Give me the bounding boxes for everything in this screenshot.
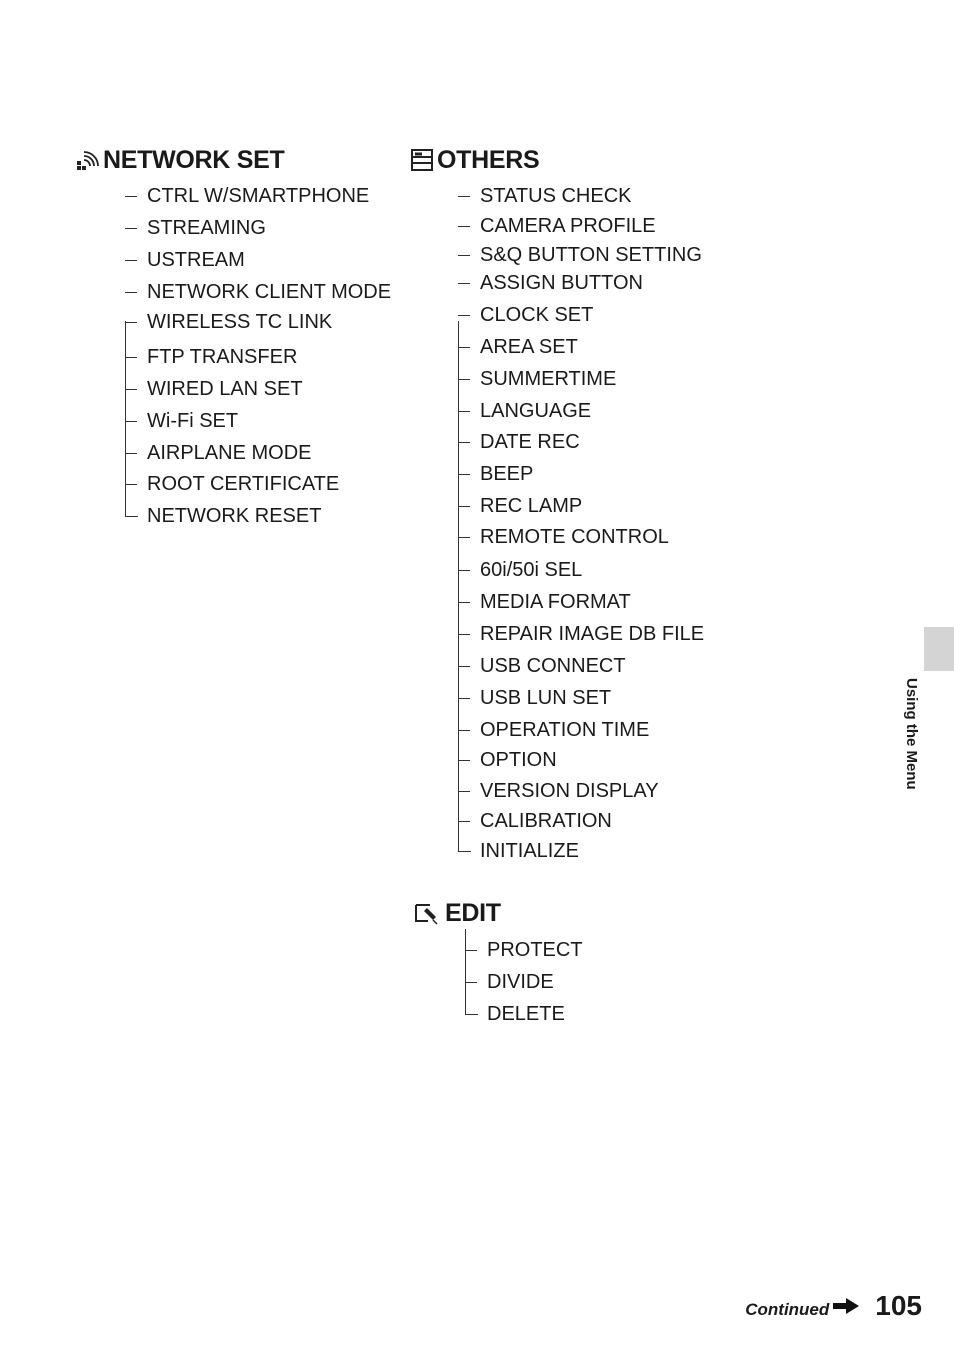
section-title: NETWORK SET bbox=[103, 145, 285, 174]
tree-branch-line bbox=[458, 837, 471, 852]
tree-branch-line bbox=[125, 502, 138, 517]
menu-item-label: VERSION DISPLAY bbox=[480, 780, 659, 802]
menu-item-label: REMOTE CONTROL bbox=[480, 526, 669, 548]
tree-branch-line bbox=[125, 375, 137, 390]
tree-branch-line bbox=[465, 968, 477, 983]
menu-item-label: USB LUN SET bbox=[480, 687, 612, 709]
menu-item-label: PROTECT bbox=[487, 939, 583, 961]
tree-branch-line bbox=[458, 397, 470, 412]
menu-item-label: WIRED LAN SET bbox=[147, 378, 303, 400]
tree-branch-line bbox=[458, 523, 470, 538]
tree-branch-line bbox=[458, 777, 470, 792]
menu-item-label: WIRELESS TC LINK bbox=[147, 311, 333, 333]
edit-icon bbox=[414, 901, 438, 925]
tree-branch-line bbox=[458, 269, 470, 284]
edit-header bbox=[414, 898, 501, 928]
tree-branch-line bbox=[458, 684, 470, 699]
menu-item-label: ASSIGN BUTTON bbox=[480, 272, 643, 294]
side-section-label: Using the Menu bbox=[903, 678, 920, 790]
side-tab-marker bbox=[924, 627, 954, 671]
tree-branch-line bbox=[458, 492, 470, 507]
tree-branch-line bbox=[458, 556, 470, 571]
tree-branch-line bbox=[458, 212, 470, 227]
section-title: OTHERS bbox=[437, 145, 540, 174]
tree-branch-line bbox=[125, 214, 137, 229]
menu-item-label: DIVIDE bbox=[487, 971, 554, 993]
menu-item-label: OPTION bbox=[480, 749, 557, 771]
menu-item-label: Wi-Fi SET bbox=[147, 410, 239, 432]
menu-item-label: INITIALIZE bbox=[480, 840, 579, 862]
menu-item-label: CTRL W/SMARTPHONE bbox=[147, 185, 370, 207]
menu-item-label: AREA SET bbox=[480, 336, 578, 358]
menu-item-label: CAMERA PROFILE bbox=[480, 215, 656, 237]
menu-item-label: S&Q BUTTON SETTING bbox=[480, 244, 702, 266]
tree-branch-line bbox=[458, 428, 470, 443]
menu-item-label: BEEP bbox=[480, 463, 534, 485]
menu-item-label: FTP TRANSFER bbox=[147, 346, 298, 368]
tree-branch-line bbox=[458, 716, 470, 731]
tree-branch-line bbox=[458, 333, 470, 348]
menu-item-label: DATE REC bbox=[480, 431, 580, 453]
continued-label: Continued bbox=[745, 1300, 830, 1319]
others-icon bbox=[410, 148, 434, 172]
menu-item-label: LANGUAGE bbox=[480, 400, 592, 422]
menu-item-label: NETWORK CLIENT MODE bbox=[147, 281, 392, 303]
menu-item-label: DELETE bbox=[487, 1003, 565, 1025]
tree-branch-line bbox=[125, 246, 137, 261]
tree-branch-line bbox=[458, 182, 470, 197]
tree-branch-line bbox=[458, 588, 470, 603]
menu-item-label: OPERATION TIME bbox=[480, 719, 650, 741]
tree-branch-line bbox=[458, 301, 470, 316]
menu-item-label: STREAMING bbox=[147, 217, 266, 239]
page-footer bbox=[745, 1290, 922, 1322]
menu-item-label: AIRPLANE MODE bbox=[147, 442, 312, 464]
tree-branch-line bbox=[125, 278, 137, 293]
menu-item-label: SUMMERTIME bbox=[480, 368, 617, 390]
tree-branch-line bbox=[458, 652, 470, 667]
tree-branch-line bbox=[125, 182, 137, 197]
page-number: 105 bbox=[875, 1290, 922, 1321]
tree-branch-line bbox=[125, 343, 137, 358]
tree-branch-line bbox=[458, 365, 470, 380]
tree-branch-line bbox=[125, 407, 137, 422]
network-icon bbox=[76, 148, 100, 172]
menu-item-label: CALIBRATION bbox=[480, 810, 612, 832]
tree-branch-line bbox=[458, 241, 470, 256]
tree-branch-line bbox=[458, 460, 470, 475]
network-set-header bbox=[76, 145, 284, 175]
menu-item-label: STATUS CHECK bbox=[480, 185, 632, 207]
menu-item-label: ROOT CERTIFICATE bbox=[147, 473, 340, 495]
menu-item-label: REPAIR IMAGE DB FILE bbox=[480, 623, 705, 645]
tree-branch-line bbox=[125, 439, 137, 454]
others-header bbox=[410, 145, 539, 175]
section-title: EDIT bbox=[445, 898, 501, 927]
tree-branch-line bbox=[465, 1000, 478, 1015]
tree-branch-line bbox=[458, 620, 470, 635]
right-arrow-icon bbox=[833, 1298, 859, 1314]
tree-branch-line bbox=[125, 308, 137, 323]
tree-branch-line bbox=[125, 470, 137, 485]
tree-branch-line bbox=[458, 746, 470, 761]
menu-item-label: CLOCK SET bbox=[480, 304, 594, 326]
menu-item-label: USTREAM bbox=[147, 249, 245, 271]
menu-item-label: NETWORK RESET bbox=[147, 505, 322, 527]
menu-item-label: USB CONNECT bbox=[480, 655, 626, 677]
menu-item-label: 60i/50i SEL bbox=[480, 559, 583, 581]
menu-item-label: REC LAMP bbox=[480, 495, 583, 517]
tree-branch-line bbox=[458, 807, 470, 822]
tree-branch-line bbox=[465, 936, 477, 951]
menu-item-label: MEDIA FORMAT bbox=[480, 591, 631, 613]
